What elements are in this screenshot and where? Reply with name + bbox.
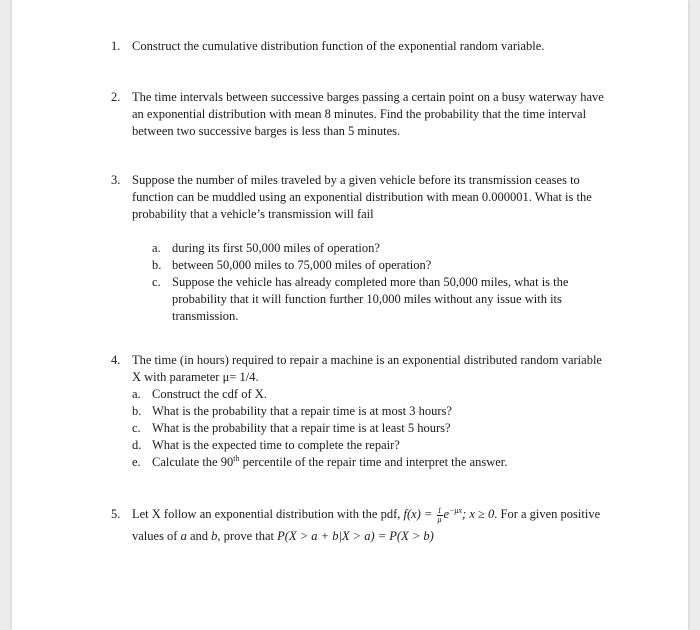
sub-question-text: Suppose the vehicle has already completed more than 50,000 miles, what is the probability that it will function further 10,000 miles without any issue with its transmission. bbox=[172, 275, 569, 323]
ordinal-suffix: th bbox=[233, 453, 240, 463]
sub-question-letter: b. bbox=[152, 258, 162, 272]
sub-question-letter: a. bbox=[152, 241, 161, 255]
sub-question-text: What is the probability that a repair time is at least 5 hours? bbox=[152, 421, 451, 435]
sub-question-letter: c. bbox=[152, 275, 161, 289]
question-text: Suppose the number of miles traveled by a given vehicle before its transmission ceases to function can be muddled using an exponential distribution with mean 0.000001. What is the probability that a vehicle’s transmission will fail bbox=[132, 173, 592, 221]
sub-question bbox=[132, 403, 611, 420]
sub-question-text: Calculate the 90th percentile of the repair time and interpret the answer. bbox=[152, 453, 508, 469]
sub-question-list bbox=[132, 386, 611, 471]
question-2 bbox=[111, 89, 611, 140]
question-text: The time (in hours) required to repair a machine is an exponential distributed random variable X with parameter μ= 1/4. bbox=[132, 353, 602, 384]
question-number: 2. bbox=[111, 90, 121, 104]
sub-question bbox=[152, 240, 611, 257]
variable-a: a bbox=[180, 529, 187, 543]
question-number: 4. bbox=[111, 353, 121, 367]
fraction: $\frac{1}{\mu}$ bbox=[437, 505, 442, 524]
sub-question-letter: d. bbox=[132, 438, 142, 452]
sub-question-list bbox=[152, 240, 611, 325]
sub-question bbox=[132, 454, 611, 471]
identity-formula: P(X > a + b|X > a) = P(X > b) bbox=[277, 529, 434, 543]
question-text: Let X follow an exponential distribution with the pdf, f(x) = $\frac{1}{\mu}$ $e^{-\mu x}$; x ≥ 0. For a given positive values of a and b, prove that P(X > a + b|X > a) = P(X > b) bbox=[132, 505, 601, 543]
question-1 bbox=[111, 38, 611, 55]
pdf-formula: f(x) = $\frac{1}{\mu}$ $e^{-\mu x}$; x ≥ 0 bbox=[403, 505, 495, 524]
question-number: 5. bbox=[111, 507, 121, 521]
question-number: 1. bbox=[111, 39, 121, 53]
document-page bbox=[12, 0, 688, 630]
sub-question-text: during its first 50,000 miles of operation? bbox=[172, 241, 380, 255]
sub-question bbox=[152, 274, 611, 325]
sub-question bbox=[152, 257, 611, 274]
sub-question-text: What is the expected time to complete the repair? bbox=[152, 438, 400, 452]
question-text: Construct the cumulative distribution function of the exponential random variable. bbox=[132, 39, 545, 53]
question-number: 3. bbox=[111, 173, 121, 187]
question-3 bbox=[111, 172, 611, 325]
sub-question-text: What is the probability that a repair time is at most 3 hours? bbox=[152, 404, 452, 418]
sub-question bbox=[132, 437, 611, 454]
sub-question-text: between 50,000 miles to 75,000 miles of operation? bbox=[172, 258, 432, 272]
sub-question bbox=[132, 386, 611, 403]
sub-question-letter: a. bbox=[132, 387, 141, 401]
sub-question-text: Construct the cdf of X. bbox=[152, 387, 267, 401]
sub-question bbox=[132, 420, 611, 437]
sub-question-letter: c. bbox=[132, 421, 141, 435]
sub-question-letter: b. bbox=[132, 404, 142, 418]
question-4 bbox=[111, 352, 611, 471]
question-text: The time intervals between successive barges passing a certain point on a busy waterway have an exponential distribution with mean 8 minutes. Find the probability that the time interval between two successive barges is less than 5 minutes. bbox=[132, 90, 604, 138]
sub-question-letter: e. bbox=[132, 455, 141, 469]
variable-b: b bbox=[211, 529, 218, 543]
question-5 bbox=[111, 503, 611, 547]
